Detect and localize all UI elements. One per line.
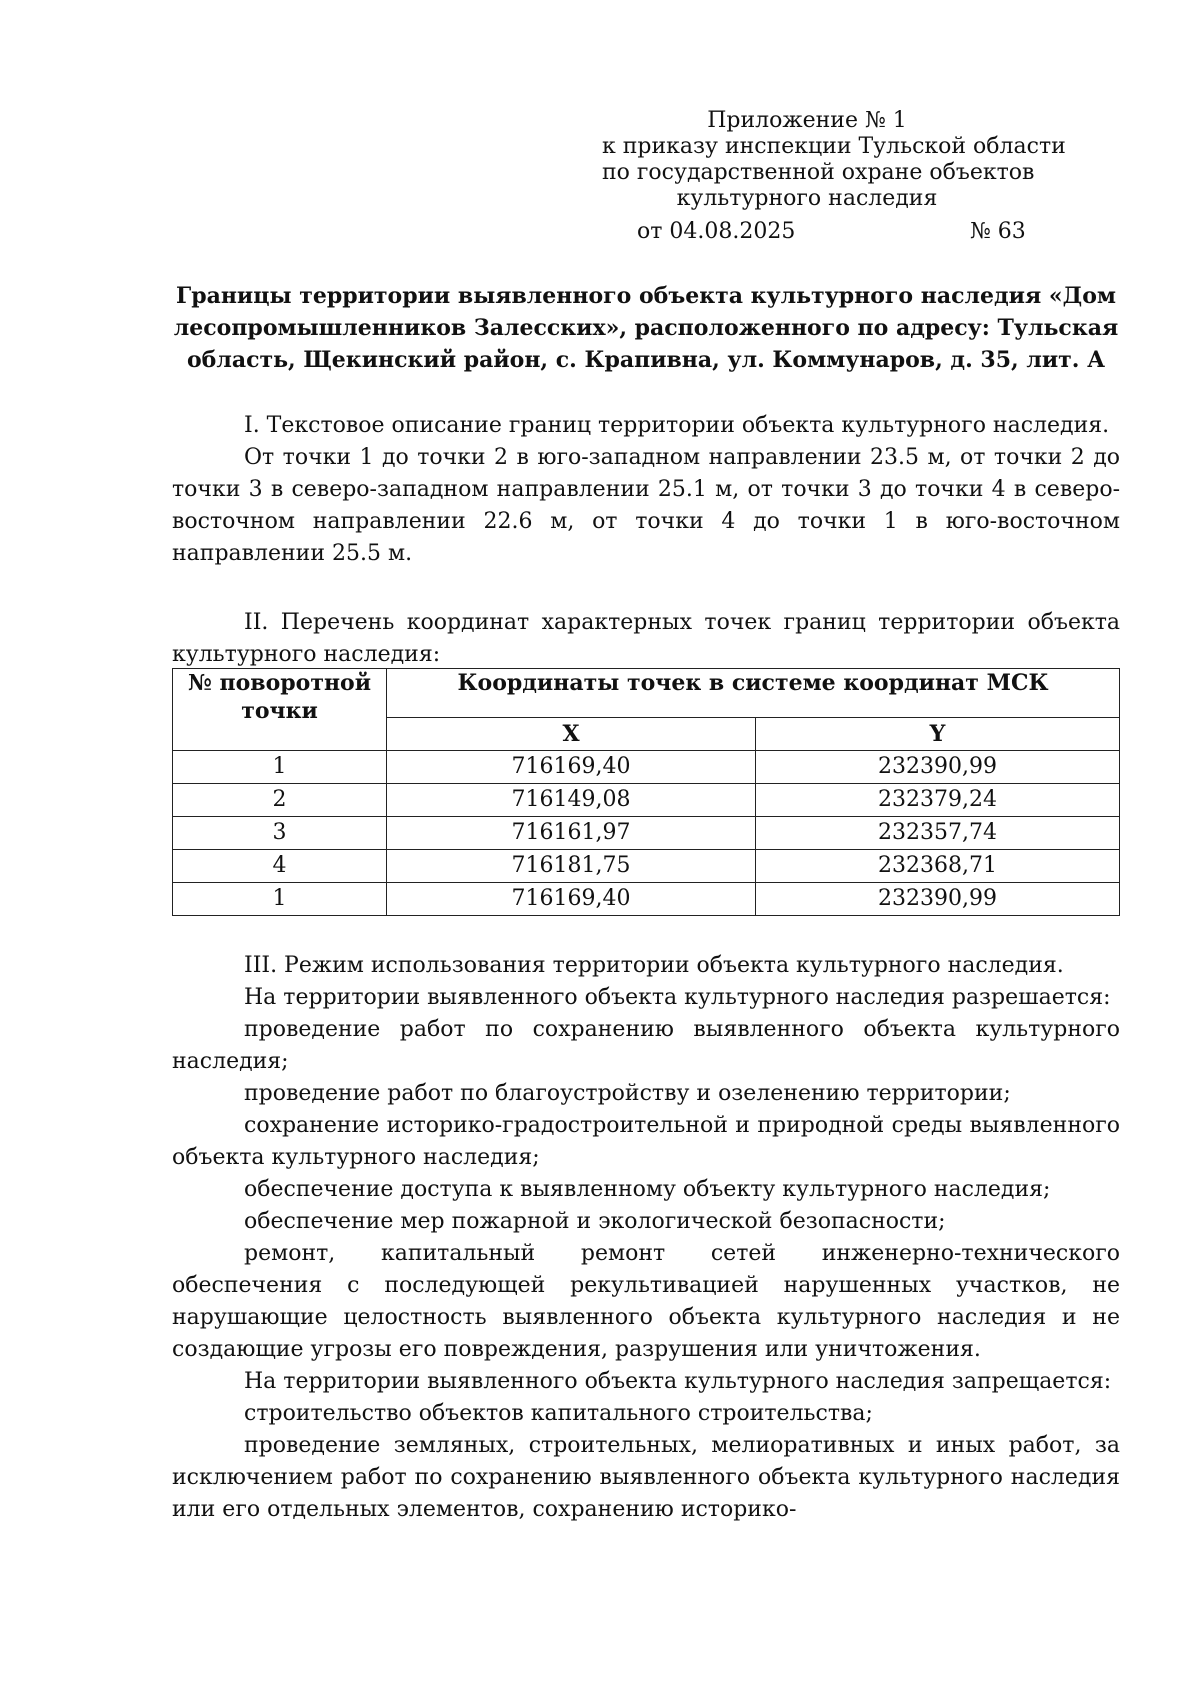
- y-cell: 232390,99: [756, 751, 1120, 784]
- table-row: [173, 850, 1120, 883]
- y-cell: 232390,99: [756, 883, 1120, 916]
- x-header: X: [387, 718, 756, 751]
- x-cell: 716181,75: [387, 850, 756, 883]
- table-row: [173, 751, 1120, 784]
- point-cell: 2: [173, 784, 387, 817]
- section-1-text: От точки 1 до точки 2 в юго-западном направлении 23.5 м, от точки 2 до точки 3 в северо-западном направлении 25.1 м, от точки 3 до точки 4 в северо-восточном направлении 22.6 м, от точки 4 до точки 1 в юго-восточном направлении 25.5 м.: [172, 445, 1120, 566]
- permitted-item: обеспечение мер пожарной и экологической безопасности;: [244, 1209, 946, 1234]
- document-title: [172, 280, 1120, 376]
- y-cell: 232357,74: [756, 817, 1120, 850]
- section-3: [172, 950, 1120, 1526]
- x-cell: 716161,97: [387, 817, 756, 850]
- permitted-item: проведение работ по сохранению выявленного объекта культурного наследия;: [172, 1017, 1120, 1074]
- appendix-line: культурного наследия: [676, 186, 938, 211]
- section-2-heading: II. Перечень координат характерных точек границ территории объекта культурного наследия:: [172, 610, 1120, 667]
- coordinates-table: [172, 668, 1120, 916]
- order-number: № 63: [970, 219, 1026, 244]
- section-3-heading: III. Режим использования территории объекта культурного наследия.: [244, 953, 1064, 978]
- table-row: [173, 883, 1120, 916]
- appendix-line: Приложение № 1: [707, 108, 907, 133]
- point-number-header: № поворотной точки: [173, 669, 387, 751]
- y-cell: 232379,24: [756, 784, 1120, 817]
- prohibited-item: проведение земляных, строительных, мелиоративных и иных работ, за исключением работ по сохранению выявленного объекта культурного наследия или его отдельных элементов, сохранению историко-: [172, 1433, 1120, 1522]
- point-cell: 1: [173, 751, 387, 784]
- appendix-header: [602, 108, 1066, 212]
- permitted-item: обеспечение доступа к выявленному объекту культурного наследия;: [244, 1177, 1051, 1202]
- y-cell: 232368,71: [756, 850, 1120, 883]
- permitted-intro: На территории выявленного объекта культурного наследия разрешается:: [244, 985, 1111, 1010]
- title-line: Границы территории выявленного объекта культурного наследия «Дом: [176, 283, 1116, 309]
- x-cell: 716169,40: [387, 751, 756, 784]
- appendix-line: к приказу инспекции Тульской области: [602, 134, 1066, 159]
- prohibited-intro: На территории выявленного объекта культурного наследия запрещается:: [244, 1369, 1112, 1394]
- x-cell: 716169,40: [387, 883, 756, 916]
- title-line: лесопромышленников Залесских», расположенного по адресу: Тульская: [173, 315, 1119, 341]
- prohibited-item: строительство объектов капитального строительства;: [244, 1401, 873, 1426]
- appendix-line: по государственной охране объектов: [602, 160, 1035, 185]
- permitted-item: проведение работ по благоустройству и озеленению территории;: [244, 1081, 1011, 1106]
- title-line: область, Щекинский район, с. Крапивна, ул. Коммунаров, д. 35, лит. А: [186, 347, 1106, 373]
- section-2: [172, 607, 1120, 671]
- y-header: Y: [756, 718, 1120, 751]
- section-1-heading: I. Текстовое описание границ территории объекта культурного наследия.: [244, 413, 1110, 438]
- coordinates-header: Координаты точек в системе координат МСК: [387, 669, 1120, 718]
- point-cell: 1: [173, 883, 387, 916]
- order-date: от 04.08.2025: [637, 219, 796, 244]
- x-cell: 716149,08: [387, 784, 756, 817]
- point-cell: 4: [173, 850, 387, 883]
- table-row: [173, 784, 1120, 817]
- section-1: [172, 410, 1120, 570]
- permitted-item: ремонт, капитальный ремонт сетей инженерно-технического обеспечения с последующей рекультивацией нарушенных участков, не нарушающие целостность выявленного объекта культурного наследия и не создающие угрозы его повреждения, разрушения или уничтожения.: [172, 1241, 1120, 1362]
- permitted-item: сохранение историко-градостроительной и природной среды выявленного объекта культурного наследия;: [172, 1113, 1120, 1170]
- point-cell: 3: [173, 817, 387, 850]
- table-row: [173, 817, 1120, 850]
